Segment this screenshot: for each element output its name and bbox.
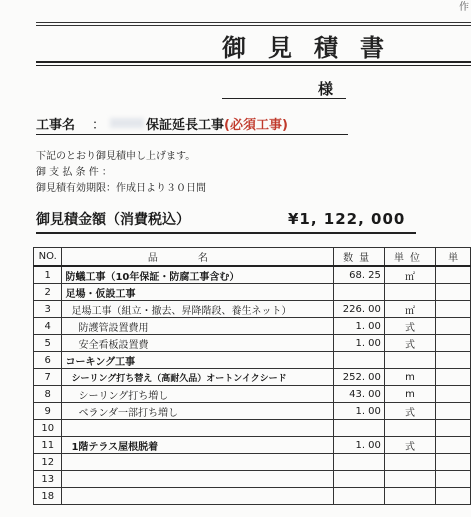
row-qty: [334, 488, 385, 505]
row-qty: 1. 00: [334, 403, 385, 420]
construction-name: [146, 114, 288, 133]
row-unit: ㎡: [384, 266, 435, 284]
total-label: 御見積金額（消費税込）: [36, 212, 190, 228]
row-qty: [334, 352, 385, 369]
row-unit: [384, 420, 435, 437]
row-unit: [384, 284, 435, 301]
row-qty: 252. 00: [334, 369, 385, 386]
row-qty: 68. 25: [334, 266, 385, 284]
row-price: [436, 369, 471, 386]
row-price: [436, 318, 471, 335]
table-body: [34, 266, 471, 505]
row-name: シーリング打ち増し: [62, 386, 334, 403]
row-no: 3: [34, 301, 62, 318]
row-price: [436, 352, 471, 369]
title-rule: [36, 61, 471, 63]
row-name: 1階テラス屋根脱着: [62, 437, 334, 454]
row-price: [436, 471, 471, 488]
row-unit: 式: [384, 403, 435, 420]
row-no: 11: [34, 437, 62, 454]
row-unit: 式: [384, 318, 435, 335]
row-unit: 式: [384, 437, 435, 454]
row-name: 防蟻工事（10年保証・防腐工事含む）: [62, 266, 334, 284]
row-name: [62, 471, 334, 488]
table-header-row: [34, 248, 471, 267]
row-name: [62, 488, 334, 505]
row-no: 10: [34, 420, 62, 437]
row-name: 足場工事（組立・撤去、昇降階段、養生ネット）: [62, 301, 334, 318]
construction-name-row: [36, 114, 348, 136]
row-price: [436, 437, 471, 454]
table-row: [34, 420, 471, 437]
line-items-table: [33, 247, 471, 505]
table-row: [34, 369, 471, 386]
row-no: 8: [34, 386, 62, 403]
row-price: [436, 420, 471, 437]
table-row: [34, 284, 471, 301]
table-row: [34, 437, 471, 454]
row-name: 安全看板設置費: [62, 335, 334, 352]
row-name: ベランダ一部打ち増し: [62, 403, 334, 420]
row-qty: [334, 454, 385, 471]
top-rule-2: [36, 25, 471, 26]
info-block: [36, 149, 206, 197]
top-rule: [36, 22, 471, 23]
construction-colon: ：: [92, 118, 106, 133]
row-no: 9: [34, 403, 62, 420]
row-qty: 43. 00: [334, 386, 385, 403]
row-no: 2: [34, 284, 62, 301]
row-no: 13: [34, 471, 62, 488]
row-qty: [334, 420, 385, 437]
header-no: NO.: [34, 248, 62, 267]
row-no: 1: [34, 266, 62, 284]
total-underline: [36, 232, 416, 234]
row-no: 6: [34, 352, 62, 369]
row-unit: 式: [384, 335, 435, 352]
row-price: [436, 301, 471, 318]
construction-underline: [36, 134, 348, 135]
info-line: 下記のとおり御見積申し上げます。: [36, 151, 196, 162]
row-qty: 1. 00: [334, 437, 385, 454]
addressee-suffix: 様: [318, 80, 334, 98]
row-unit: [384, 488, 435, 505]
row-no: 7: [34, 369, 62, 386]
addressee-line: [222, 98, 346, 99]
row-price: [436, 403, 471, 420]
header-name: 品名: [62, 248, 334, 267]
row-name: [62, 454, 334, 471]
table-row: [34, 454, 471, 471]
row-no: 18: [34, 488, 62, 505]
row-name: [62, 420, 334, 437]
construction-label: 工事名: [36, 118, 76, 133]
row-no: 4: [34, 318, 62, 335]
corner-mark: 作: [459, 2, 469, 13]
row-name: 足場・仮設工事: [62, 284, 334, 301]
row-price: [436, 266, 471, 284]
table-row: [34, 352, 471, 369]
info-line: 御見積有効期限：作成日より３０日間: [36, 183, 206, 194]
row-unit: [384, 352, 435, 369]
row-price: [436, 386, 471, 403]
table-row: [34, 335, 471, 352]
table-row: [34, 488, 471, 505]
row-name: 防護管設置費用: [62, 318, 334, 335]
row-qty: 1. 00: [334, 335, 385, 352]
row-unit: ㎡: [384, 301, 435, 318]
header-price: 単: [436, 248, 471, 267]
redacted-text: [110, 118, 144, 128]
title-rule-2: [36, 65, 471, 66]
table-row: [34, 301, 471, 318]
construction-required-tag: (必須工事): [224, 118, 288, 133]
row-price: [436, 488, 471, 505]
header-qty: 数量: [334, 248, 385, 267]
header-unit: 単位: [384, 248, 435, 267]
row-no: 5: [34, 335, 62, 352]
row-unit: [384, 471, 435, 488]
row-name: コーキング工事: [62, 352, 334, 369]
row-price: [436, 335, 471, 352]
row-qty: 226. 00: [334, 301, 385, 318]
total-amount: ¥1, 122, 000: [288, 210, 406, 228]
row-unit: m: [384, 386, 435, 403]
info-line: 御 支 払 条 件 ：: [36, 167, 112, 178]
row-price: [436, 454, 471, 471]
row-name: シーリング打ち替え（高耐久品）オートンイクシード: [62, 369, 334, 386]
table-row: [34, 471, 471, 488]
row-no: 12: [34, 454, 62, 471]
table-row: [34, 403, 471, 420]
total-row: [36, 209, 456, 231]
table-row: [34, 266, 471, 284]
row-qty: [334, 284, 385, 301]
table-row: [34, 318, 471, 335]
row-qty: [334, 471, 385, 488]
row-unit: m: [384, 369, 435, 386]
table-row: [34, 386, 471, 403]
construction-name-main: 保証延長工事: [146, 118, 225, 133]
row-price: [436, 284, 471, 301]
row-qty: 1. 00: [334, 318, 385, 335]
row-unit: [384, 454, 435, 471]
document-title: 御見積書: [222, 34, 406, 62]
